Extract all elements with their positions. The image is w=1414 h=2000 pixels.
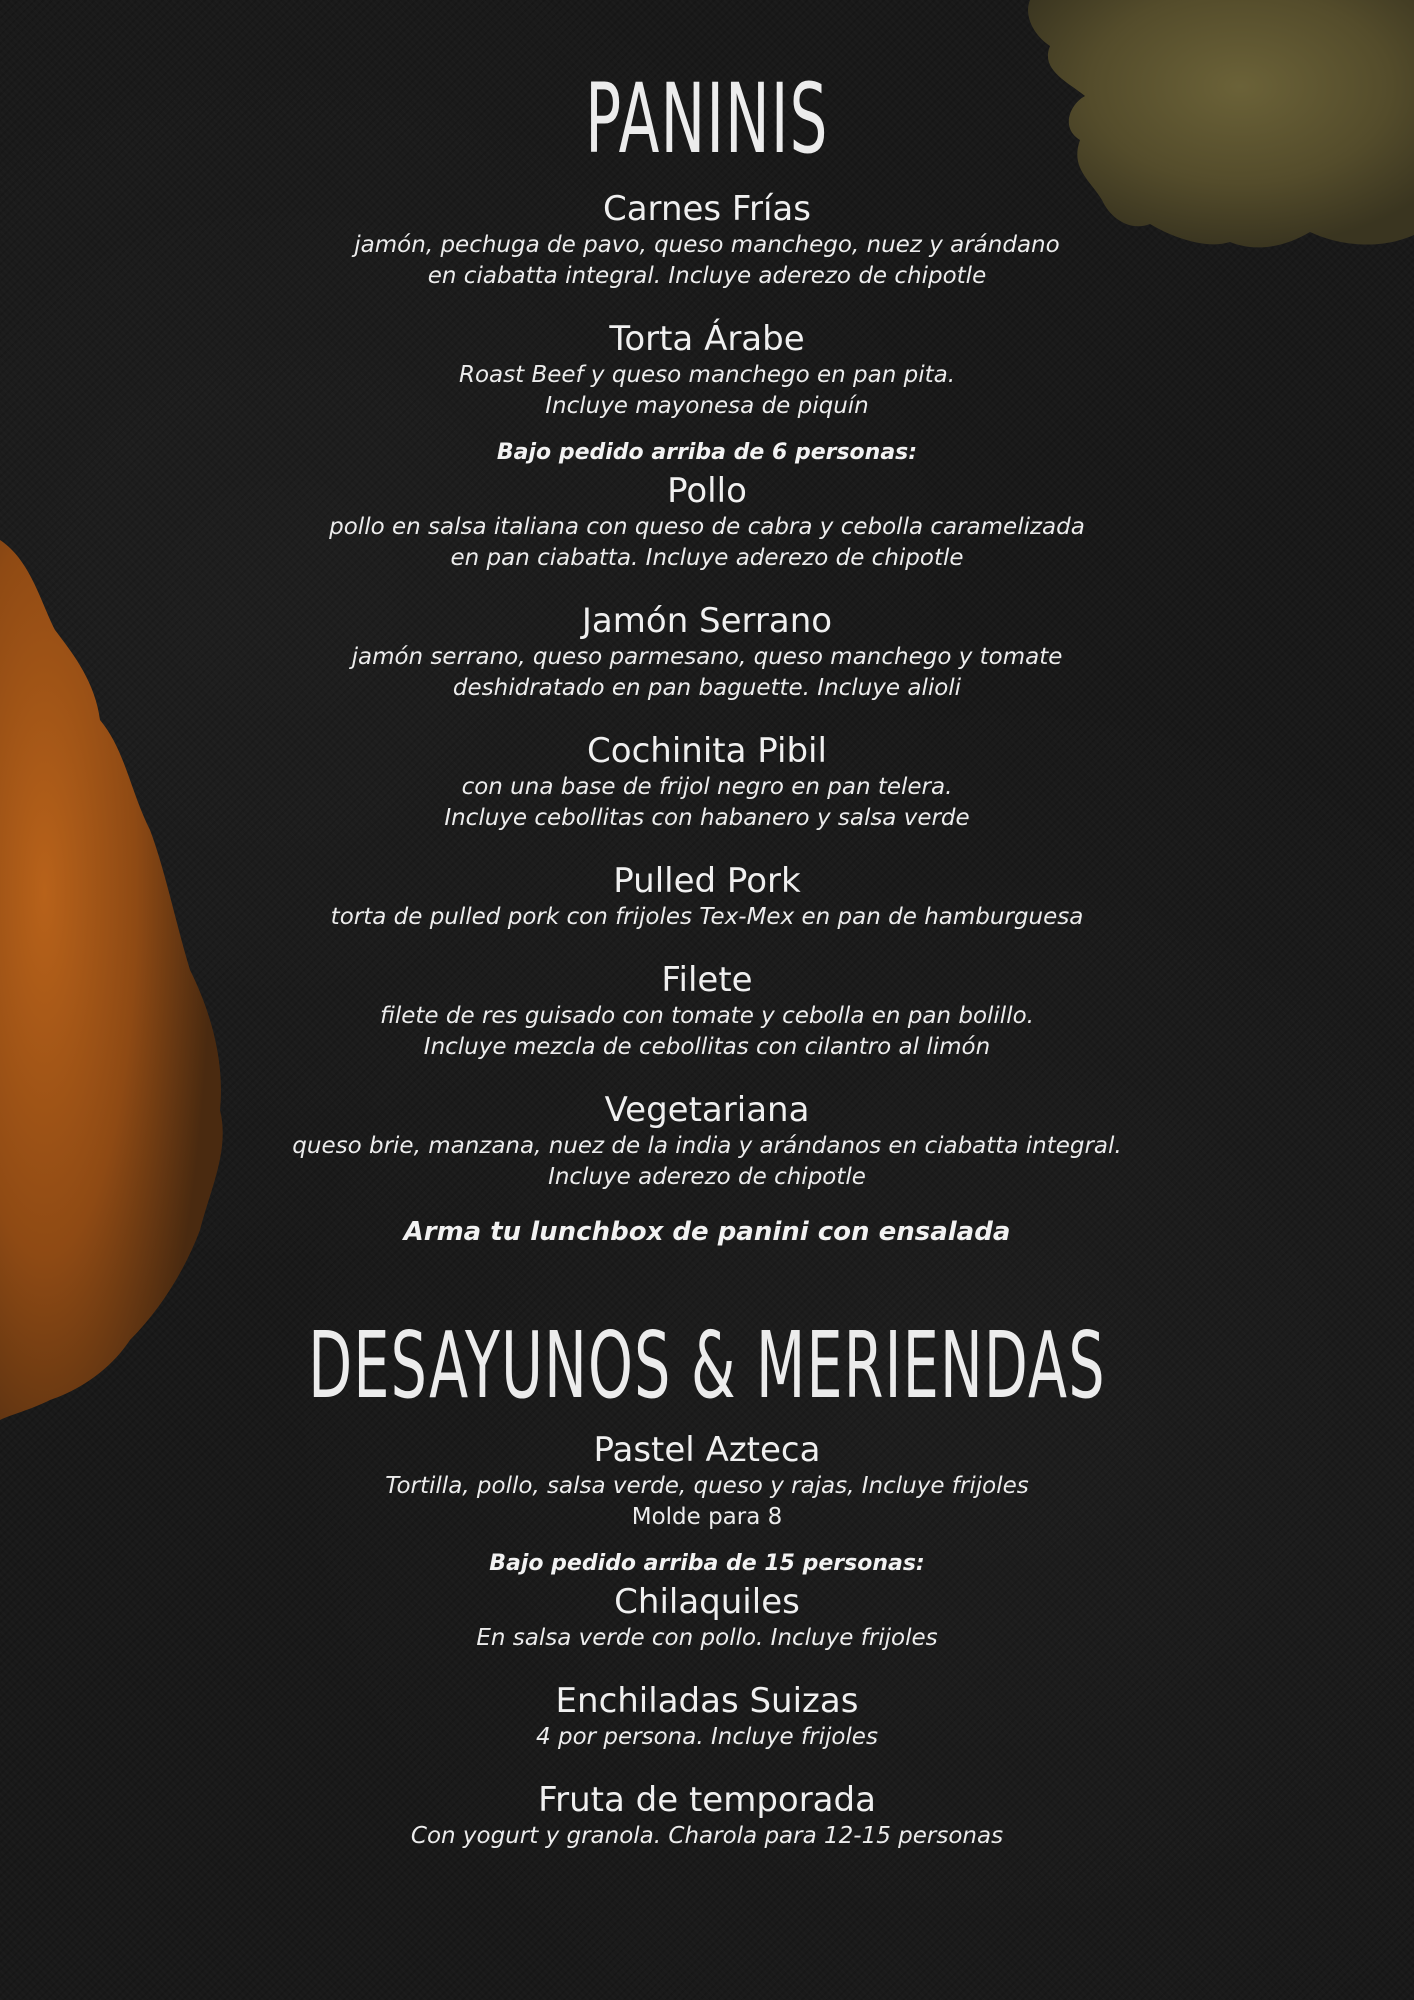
menu-item [0, 730, 1414, 834]
item-description: Incluye cebollitas con habanero y salsa verde [444, 805, 970, 831]
item-description: en ciabatta integral. Incluye aderezo de chipotle [427, 263, 987, 289]
menu-item [0, 188, 1414, 292]
item-description: con una base de frijol negro en pan telera. [461, 774, 953, 800]
item-name: Pulled Pork [613, 861, 801, 901]
item-name: Cochinita Pibil [587, 731, 827, 771]
item-name: Filete [661, 960, 753, 1000]
item-name: Vegetariana [604, 1090, 810, 1130]
item-name: Jamón Serrano [581, 601, 833, 641]
section-title-paninis: PANINIS [585, 63, 829, 175]
menu-item [0, 1581, 1414, 1654]
item-description: torta de pulled pork con frijoles Tex-Mex en pan de hamburguesa [330, 904, 1084, 930]
menu-item [0, 959, 1414, 1063]
item-description: En salsa verde con pollo. Incluye frijoles [476, 1625, 938, 1651]
item-description: Tortilla, pollo, salsa verde, queso y rajas, Incluye frijoles [385, 1473, 1029, 1499]
section-title-desayunos: DESAYUNOS & MERIENDAS [308, 1312, 1106, 1419]
menu-item [0, 1429, 1414, 1533]
menu-item [0, 860, 1414, 933]
item-description: deshidratado en pan baguette. Incluye alioli [452, 675, 962, 701]
item-description: 4 por persona. Incluye frijoles [536, 1724, 878, 1750]
menu-item [0, 600, 1414, 704]
item-description: jamón, pechuga de pavo, queso manchego, nuez y arándano [354, 232, 1060, 258]
item-description: Molde para 8 [631, 1504, 783, 1530]
menu-item [0, 318, 1414, 422]
order-note: Bajo pedido arriba de 15 personas: [489, 1551, 925, 1576]
item-description: Incluye mezcla de cebollitas con cilantro al limón [423, 1034, 991, 1060]
item-description: en pan ciabatta. Incluye aderezo de chipotle [450, 545, 964, 571]
menu-item [0, 1680, 1414, 1753]
item-description: Incluye mayonesa de piquín [545, 393, 869, 419]
item-description: Roast Beef y queso manchego en pan pita. [458, 362, 956, 388]
item-description: Incluye aderezo de chipotle [548, 1164, 866, 1190]
menu-item [0, 1779, 1414, 1852]
menu-item [0, 470, 1414, 574]
order-note: Bajo pedido arriba de 6 personas: [496, 440, 918, 465]
lunchbox-cta: Arma tu lunchbox de panini con ensalada [403, 1217, 1011, 1247]
menu-item [0, 1089, 1414, 1193]
item-name: Carnes Frías [602, 189, 811, 229]
item-description: jamón serrano, queso parmesano, queso manchego y tomate [351, 644, 1063, 670]
item-name: Pastel Azteca [593, 1430, 821, 1470]
item-name: Fruta de temporada [538, 1780, 876, 1820]
item-description: filete de res guisado con tomate y cebolla en pan bolillo. [380, 1003, 1034, 1029]
item-name: Enchiladas Suizas [555, 1681, 859, 1721]
item-name: Torta Árabe [609, 319, 805, 359]
item-description: queso brie, manzana, nuez de la india y arándanos en ciabatta integral. [292, 1133, 1122, 1159]
item-name: Pollo [667, 471, 747, 511]
item-description: pollo en salsa italiana con queso de cabra y cebolla caramelizada [329, 514, 1085, 540]
item-name: Chilaquiles [614, 1582, 800, 1622]
item-description: Con yogurt y granola. Charola para 12-15 personas [410, 1823, 1004, 1849]
